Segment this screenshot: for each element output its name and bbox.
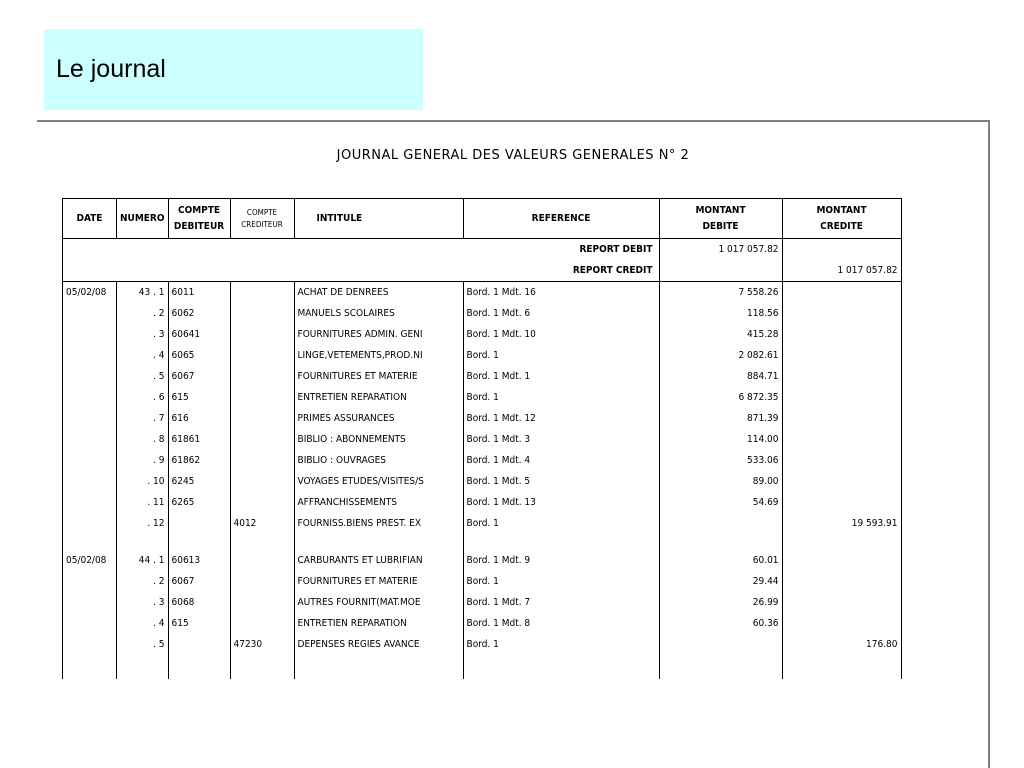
entry-number: 44 . 1 bbox=[117, 550, 169, 571]
entry-compte-debiteur: 6265 bbox=[168, 492, 230, 513]
entry-reference: Bord. 1 Mdt. 3 bbox=[463, 429, 659, 450]
report-credit-label: REPORT CREDIT bbox=[63, 260, 660, 282]
spacer-row bbox=[63, 534, 902, 550]
trailing-cell bbox=[63, 655, 117, 679]
header-montant-credite-line2: CREDITE bbox=[820, 220, 863, 232]
entry-date bbox=[63, 345, 117, 366]
entry-number: . 6 bbox=[117, 387, 169, 408]
entry-compte-crediteur bbox=[230, 324, 294, 345]
entry-number bbox=[117, 534, 169, 550]
entry-number: . 2 bbox=[117, 303, 169, 324]
slide-title-box bbox=[44, 29, 423, 110]
entry-compte-debiteur: 6067 bbox=[168, 366, 230, 387]
entry-reference: Bord. 1 Mdt. 4 bbox=[463, 450, 659, 471]
journal-row bbox=[63, 613, 902, 634]
entry-compte-crediteur bbox=[230, 429, 294, 450]
entry-compte-debiteur bbox=[168, 634, 230, 655]
entry-intitule: PRIMES ASSURANCES bbox=[294, 408, 463, 429]
entry-compte-crediteur bbox=[230, 345, 294, 366]
entry-intitule: ENTRETIEN REPARATION bbox=[294, 613, 463, 634]
entry-intitule: CARBURANTS ET LUBRIFIAN bbox=[294, 550, 463, 571]
entry-reference: Bord. 1 Mdt. 16 bbox=[463, 282, 659, 304]
journal-row bbox=[63, 345, 902, 366]
journal-row bbox=[63, 387, 902, 408]
entry-reference: Bord. 1 Mdt. 8 bbox=[463, 613, 659, 634]
trailing-cell bbox=[168, 655, 230, 679]
header-compte-crediteur-line1: COMPTE bbox=[246, 207, 278, 217]
entry-date bbox=[63, 387, 117, 408]
header-compte-debiteur-line1: COMPTE bbox=[177, 204, 221, 216]
entry-number: . 4 bbox=[117, 613, 169, 634]
entry-number: . 3 bbox=[117, 592, 169, 613]
journal-row bbox=[63, 408, 902, 429]
entry-montant-credite bbox=[782, 471, 901, 492]
entry-number: . 11 bbox=[117, 492, 169, 513]
entry-intitule bbox=[294, 534, 463, 550]
header-numero: NUMERO bbox=[117, 199, 169, 239]
entry-compte-debiteur: 615 bbox=[168, 387, 230, 408]
entry-compte-crediteur bbox=[230, 592, 294, 613]
entry-reference: Bord. 1 Mdt. 1 bbox=[463, 366, 659, 387]
entry-montant-credite bbox=[782, 324, 901, 345]
entry-intitule: LINGE,VETEMENTS,PROD.NI bbox=[294, 345, 463, 366]
report-debit-label: REPORT DEBIT bbox=[63, 239, 660, 261]
entry-reference: Bord. 1 Mdt. 10 bbox=[463, 324, 659, 345]
entry-compte-crediteur: 4012 bbox=[230, 513, 294, 534]
journal-document bbox=[37, 120, 989, 768]
entry-compte-debiteur: 6011 bbox=[168, 282, 230, 304]
journal-row bbox=[63, 513, 902, 534]
entry-reference: Bord. 1 Mdt. 13 bbox=[463, 492, 659, 513]
header-compte-crediteur bbox=[230, 199, 294, 239]
header-compte-crediteur-line2: CREDITEUR bbox=[241, 219, 283, 229]
entry-montant-debite: 6 872.35 bbox=[659, 387, 782, 408]
journal-row bbox=[63, 282, 902, 304]
entry-date bbox=[63, 408, 117, 429]
entry-intitule: VOYAGES ETUDES/VISITES/S bbox=[294, 471, 463, 492]
entry-compte-debiteur: 61861 bbox=[168, 429, 230, 450]
trailing-cell bbox=[117, 655, 169, 679]
document-right-border bbox=[988, 120, 990, 768]
entry-montant-debite: 2 082.61 bbox=[659, 345, 782, 366]
journal-row bbox=[63, 550, 902, 571]
entry-intitule: ACHAT DE DENREES bbox=[294, 282, 463, 304]
entry-date bbox=[63, 613, 117, 634]
entry-compte-crediteur bbox=[230, 303, 294, 324]
journal-row bbox=[63, 634, 902, 655]
report-debit-credit-cell bbox=[782, 239, 901, 261]
entry-intitule: BIBLIO : ABONNEMENTS bbox=[294, 429, 463, 450]
entry-montant-credite bbox=[782, 492, 901, 513]
entry-montant-debite: 54.69 bbox=[659, 492, 782, 513]
entry-date bbox=[63, 571, 117, 592]
entry-montant-debite: 533.06 bbox=[659, 450, 782, 471]
entry-reference: Bord. 1 bbox=[463, 345, 659, 366]
entry-compte-crediteur bbox=[230, 387, 294, 408]
header-montant-debite-line2: DEBITE bbox=[702, 220, 739, 232]
entry-compte-crediteur bbox=[230, 408, 294, 429]
document-top-border bbox=[37, 120, 990, 122]
entry-number: . 10 bbox=[117, 471, 169, 492]
trailing-cell bbox=[463, 655, 659, 679]
entry-reference bbox=[463, 534, 659, 550]
journal-row bbox=[63, 471, 902, 492]
trailing-row bbox=[63, 655, 902, 679]
header-reference: REFERENCE bbox=[463, 199, 659, 239]
report-credit-row bbox=[63, 260, 902, 282]
entry-montant-debite: 29.44 bbox=[659, 571, 782, 592]
entry-intitule: BIBLIO : OUVRAGES bbox=[294, 450, 463, 471]
entry-montant-credite bbox=[782, 571, 901, 592]
entry-reference: Bord. 1 Mdt. 12 bbox=[463, 408, 659, 429]
entry-reference: Bord. 1 bbox=[463, 513, 659, 534]
slide-title: Le journal bbox=[56, 55, 166, 83]
entry-intitule: FOURNITURES ET MATERIE bbox=[294, 366, 463, 387]
entry-intitule: ENTRETIEN REPARATION bbox=[294, 387, 463, 408]
entry-compte-crediteur bbox=[230, 571, 294, 592]
entry-montant-debite: 114.00 bbox=[659, 429, 782, 450]
entry-montant-credite bbox=[782, 534, 901, 550]
entry-compte-debiteur: 6062 bbox=[168, 303, 230, 324]
entry-number: . 5 bbox=[117, 634, 169, 655]
header-montant-debite-line1: MONTANT bbox=[695, 204, 746, 216]
header-compte-debiteur-line2: DEBITEUR bbox=[173, 220, 225, 232]
entry-date bbox=[63, 471, 117, 492]
entry-reference: Bord. 1 Mdt. 7 bbox=[463, 592, 659, 613]
entry-compte-crediteur bbox=[230, 613, 294, 634]
entry-montant-debite: 884.71 bbox=[659, 366, 782, 387]
entry-reference: Bord. 1 Mdt. 9 bbox=[463, 550, 659, 571]
journal-row bbox=[63, 492, 902, 513]
entry-compte-crediteur bbox=[230, 492, 294, 513]
entry-montant-debite bbox=[659, 634, 782, 655]
entry-compte-debiteur: 6245 bbox=[168, 471, 230, 492]
entry-date bbox=[63, 324, 117, 345]
entry-number: . 12 bbox=[117, 513, 169, 534]
entry-compte-debiteur: 60641 bbox=[168, 324, 230, 345]
entry-montant-debite: 89.00 bbox=[659, 471, 782, 492]
header-montant-credite bbox=[782, 199, 901, 239]
entry-montant-debite: 26.99 bbox=[659, 592, 782, 613]
entry-number: . 3 bbox=[117, 324, 169, 345]
entry-compte-debiteur: 6067 bbox=[168, 571, 230, 592]
entry-montant-credite bbox=[782, 303, 901, 324]
journal-row bbox=[63, 450, 902, 471]
entry-compte-debiteur bbox=[168, 513, 230, 534]
entry-montant-credite bbox=[782, 429, 901, 450]
entry-date: 05/02/08 bbox=[63, 550, 117, 571]
entry-montant-debite: 118.56 bbox=[659, 303, 782, 324]
entry-compte-debiteur: 61862 bbox=[168, 450, 230, 471]
entry-compte-crediteur bbox=[230, 450, 294, 471]
entry-compte-crediteur: 47230 bbox=[230, 634, 294, 655]
entry-compte-crediteur bbox=[230, 366, 294, 387]
entry-intitule: AUTRES FOURNIT(MAT.MOE bbox=[294, 592, 463, 613]
entry-compte-debiteur: 6068 bbox=[168, 592, 230, 613]
entry-montant-credite bbox=[782, 366, 901, 387]
report-debit-value: 1 017 057.82 bbox=[659, 239, 782, 261]
entry-montant-debite bbox=[659, 534, 782, 550]
report-credit-debit-cell bbox=[659, 260, 782, 282]
trailing-cell bbox=[782, 655, 901, 679]
entry-intitule: MANUELS SCOLAIRES bbox=[294, 303, 463, 324]
entry-compte-crediteur bbox=[230, 471, 294, 492]
entry-montant-credite bbox=[782, 408, 901, 429]
entry-number: . 9 bbox=[117, 450, 169, 471]
entry-compte-debiteur: 616 bbox=[168, 408, 230, 429]
journal-row bbox=[63, 592, 902, 613]
entry-montant-debite: 415.28 bbox=[659, 324, 782, 345]
entry-compte-crediteur bbox=[230, 534, 294, 550]
journal-row bbox=[63, 324, 902, 345]
entry-intitule: FOURNITURES ET MATERIE bbox=[294, 571, 463, 592]
entry-montant-debite: 871.39 bbox=[659, 408, 782, 429]
trailing-cell bbox=[294, 655, 463, 679]
entry-number: . 8 bbox=[117, 429, 169, 450]
entry-reference: Bord. 1 bbox=[463, 571, 659, 592]
entry-reference: Bord. 1 bbox=[463, 634, 659, 655]
entry-number: . 5 bbox=[117, 366, 169, 387]
entry-montant-credite bbox=[782, 345, 901, 366]
entry-montant-debite: 60.36 bbox=[659, 613, 782, 634]
document-heading: JOURNAL GENERAL DES VALEURS GENERALES N° 2 bbox=[336, 148, 690, 163]
entry-intitule: FOURNITURES ADMIN. GENI bbox=[294, 324, 463, 345]
journal-row bbox=[63, 303, 902, 324]
entry-compte-debiteur: 615 bbox=[168, 613, 230, 634]
trailing-cell bbox=[659, 655, 782, 679]
header-date: DATE bbox=[63, 199, 117, 239]
entry-date bbox=[63, 450, 117, 471]
entry-date bbox=[63, 303, 117, 324]
entry-montant-credite bbox=[782, 450, 901, 471]
entry-montant-credite bbox=[782, 387, 901, 408]
entry-reference: Bord. 1 bbox=[463, 387, 659, 408]
entry-compte-debiteur: 6065 bbox=[168, 345, 230, 366]
entry-compte-debiteur bbox=[168, 534, 230, 550]
trailing-cell bbox=[230, 655, 294, 679]
entry-number: 43 . 1 bbox=[117, 282, 169, 304]
header-intitule: INTITULE bbox=[294, 199, 463, 239]
entry-date bbox=[63, 366, 117, 387]
entry-reference: Bord. 1 Mdt. 5 bbox=[463, 471, 659, 492]
entry-compte-crediteur bbox=[230, 550, 294, 571]
report-debit-row bbox=[63, 239, 902, 261]
entry-date bbox=[63, 634, 117, 655]
entry-intitule: FOURNISS.BIENS PREST. EX bbox=[294, 513, 463, 534]
entry-montant-credite bbox=[782, 282, 901, 304]
entry-montant-debite bbox=[659, 513, 782, 534]
entry-date: 05/02/08 bbox=[63, 282, 117, 304]
entry-montant-credite bbox=[782, 592, 901, 613]
entry-number: . 4 bbox=[117, 345, 169, 366]
entry-montant-credite bbox=[782, 550, 901, 571]
header-montant-credite-line1: MONTANT bbox=[816, 204, 867, 216]
header-compte-debiteur bbox=[168, 199, 230, 239]
entry-date bbox=[63, 534, 117, 550]
entry-compte-crediteur bbox=[230, 282, 294, 304]
report-credit-value: 1 017 057.82 bbox=[782, 260, 901, 282]
entry-compte-debiteur: 60613 bbox=[168, 550, 230, 571]
entry-montant-credite: 176.80 bbox=[782, 634, 901, 655]
entry-montant-debite: 60.01 bbox=[659, 550, 782, 571]
journal-row bbox=[63, 429, 902, 450]
entry-intitule: AFFRANCHISSEMENTS bbox=[294, 492, 463, 513]
journal-table bbox=[62, 198, 902, 679]
journal-row bbox=[63, 571, 902, 592]
entry-date bbox=[63, 492, 117, 513]
entry-montant-debite: 7 558.26 bbox=[659, 282, 782, 304]
entry-montant-credite bbox=[782, 613, 901, 634]
header-montant-debite bbox=[659, 199, 782, 239]
entry-date bbox=[63, 592, 117, 613]
entry-number: . 2 bbox=[117, 571, 169, 592]
journal-row bbox=[63, 366, 902, 387]
entry-reference: Bord. 1 Mdt. 6 bbox=[463, 303, 659, 324]
entry-number: . 7 bbox=[117, 408, 169, 429]
entry-date bbox=[63, 429, 117, 450]
entry-intitule: DEPENSES REGIES AVANCE bbox=[294, 634, 463, 655]
table-header-row bbox=[63, 199, 902, 239]
entry-date bbox=[63, 513, 117, 534]
entry-montant-credite: 19 593.91 bbox=[782, 513, 901, 534]
